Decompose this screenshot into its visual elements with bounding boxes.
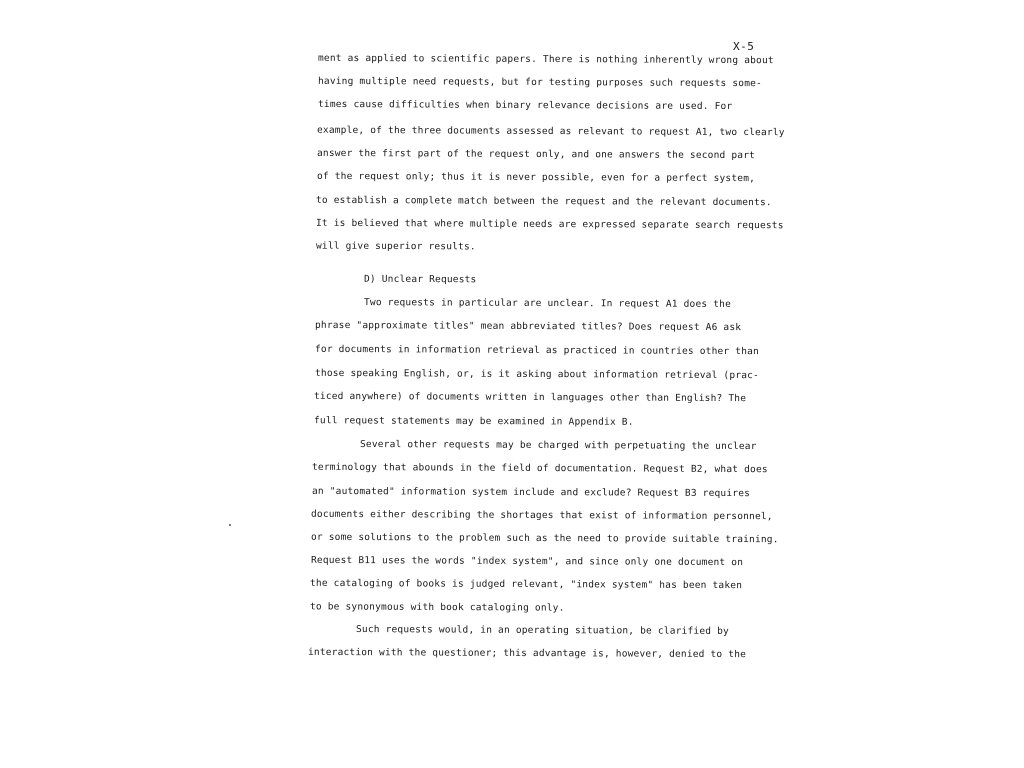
text-line: ment as applied to scientific papers. There is nothing inherently wrong about xyxy=(317,52,774,67)
text-line: example, of the three documents assessed as relevant to request A1, two clearly xyxy=(316,124,785,139)
text-line: Such requests would, in an operating situation, be clarified by xyxy=(355,624,729,637)
text-line: having multiple need requests, but for testing purposes such requests some- xyxy=(317,75,762,90)
text-line: ticed anywhere) of documents written in languages other than English? The xyxy=(313,390,747,405)
text-line: to be synonymous with book cataloging only. xyxy=(309,601,565,614)
section-heading: D) Unclear Requests xyxy=(363,273,477,286)
text-line: an "automated" information system include and exclude? Request B3 requires xyxy=(311,485,751,500)
text-line: terminology that abounds in the field of documentation. Request B2, what does xyxy=(311,461,768,476)
text-line: interaction with the questioner; this advantage is, however, denied to the xyxy=(307,646,747,661)
text-line: or some solutions to the problem such as the need to provide suitable training. xyxy=(310,531,779,546)
text-line: the cataloging of books is judged relevant, "index system" has been taken xyxy=(309,577,743,592)
text-line: documents either describing the shortages that exist of information personnel, xyxy=(310,508,773,523)
page-number: X-5 xyxy=(733,40,755,53)
text-line: answer the first part of the request only, and one answers the second part xyxy=(316,147,756,162)
text-line: times cause difficulties when binary relevance decisions are used. For xyxy=(317,98,733,113)
text-line: Two requests in particular are unclear. In request A1 does the xyxy=(363,297,732,310)
text-line: to establish a complete match between the request and the relevant documents. xyxy=(315,194,772,209)
text-line: those speaking English, or, is it asking about information retrieval (prac- xyxy=(314,367,759,382)
text-line: Request B11 uses the words "index system", and since only one document on xyxy=(310,554,744,569)
text-line: full request statements may be examined in Appendix B. xyxy=(313,415,634,428)
text-line: It is believed that where multiple needs are expressed separate search requests xyxy=(315,217,784,232)
text-line: will give superior results. xyxy=(315,240,476,253)
scan-speck xyxy=(229,524,231,526)
text-line: phrase "approximate titles" mean abbreviated titles? Does request A6 ask xyxy=(314,319,742,334)
text-line: for documents in information retrieval as practiced in countries other than xyxy=(314,343,759,358)
text-line: of the request only; thus it is never possible, even for a perfect system, xyxy=(316,170,756,185)
text-line: Several other requests may be charged with perpetuating the unclear xyxy=(359,438,757,453)
